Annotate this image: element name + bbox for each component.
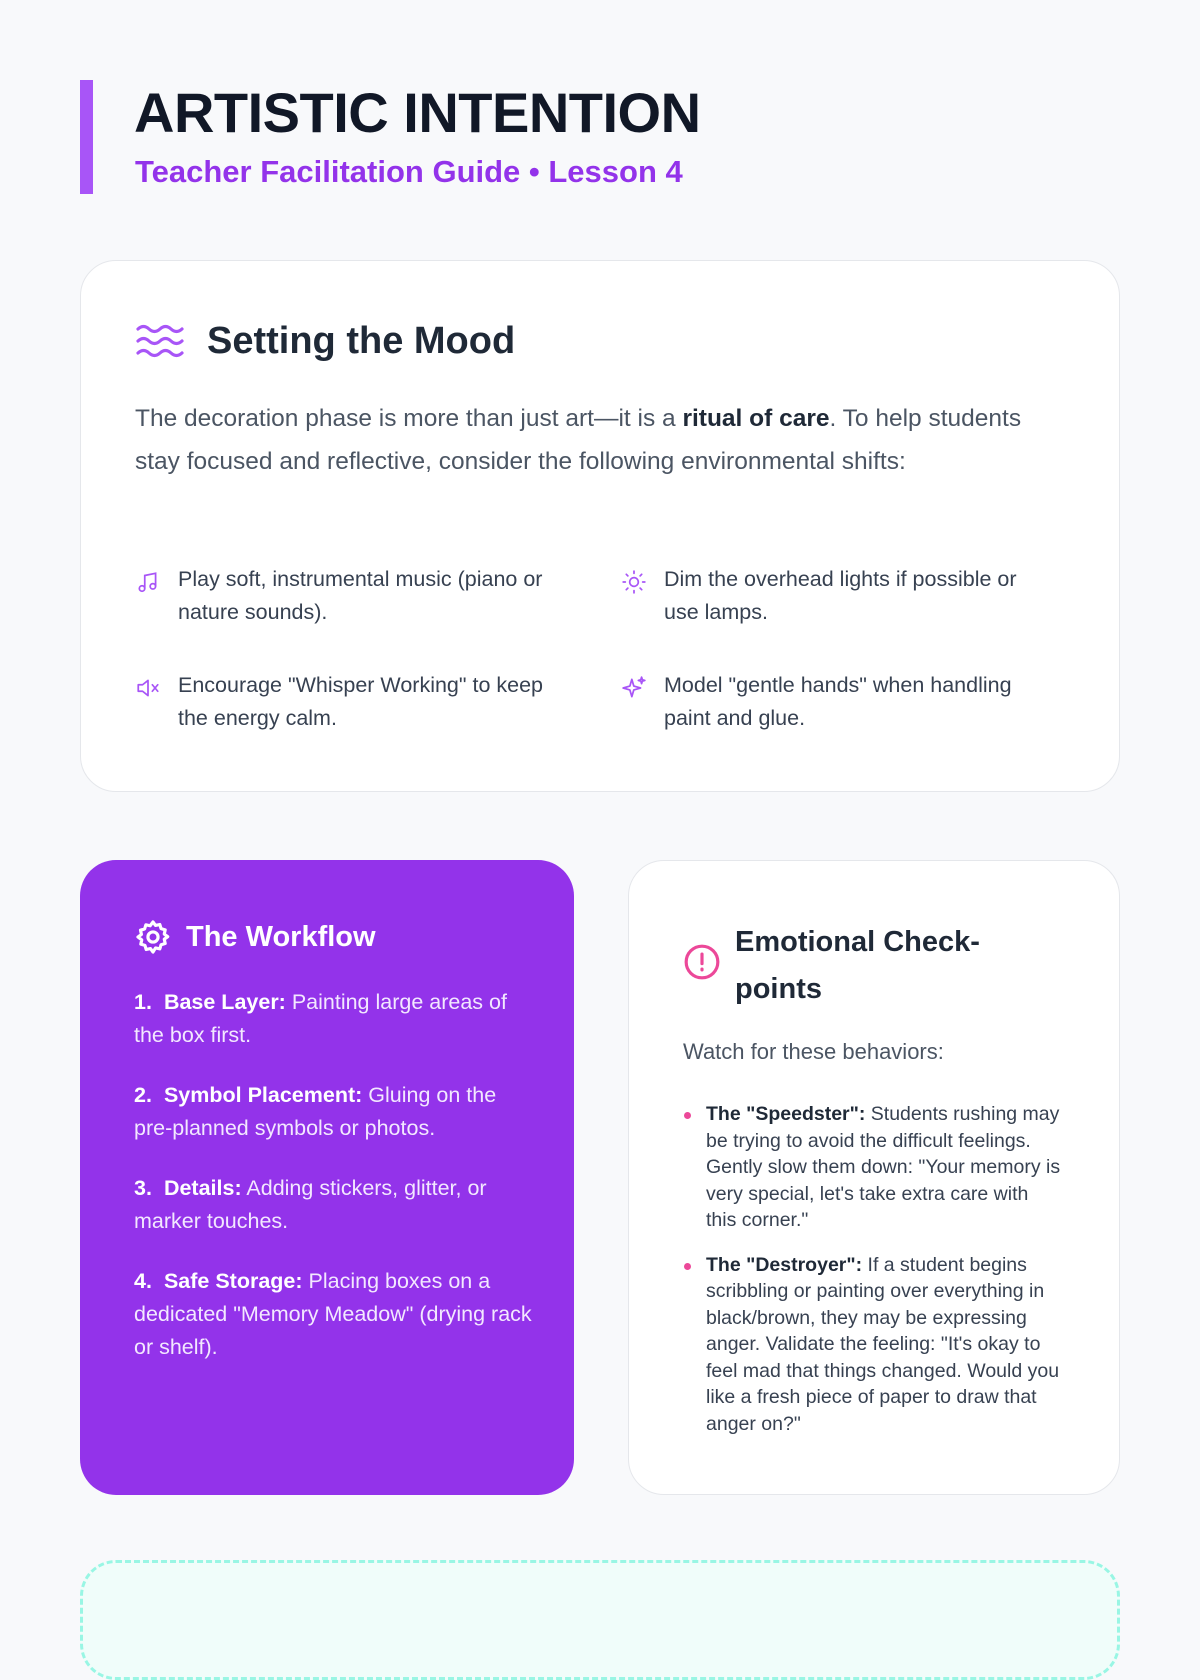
- step-number: 2.: [134, 1083, 152, 1107]
- workflow-steps: [134, 986, 534, 1391]
- page-title: ARTISTIC INTENTION: [134, 81, 701, 144]
- step-label: Details:: [163, 1176, 242, 1200]
- tip-text: Model "gentle hands" when handling paint and glue.: [664, 673, 1012, 730]
- workflow-title: The Workflow: [186, 920, 376, 953]
- page-header: [80, 80, 1120, 194]
- music-note-icon: [135, 569, 161, 595]
- page-subtitle: Teacher Facilitation Guide • Lesson 4: [135, 154, 683, 189]
- list-item: [683, 1252, 1063, 1438]
- emotional-heading: [683, 919, 1043, 1013]
- mood-intro: [135, 397, 1065, 483]
- setting-the-mood-card: [80, 260, 1120, 792]
- step-text: Adding stickers, glitter, or marker touches.: [134, 1176, 487, 1233]
- tip-gentle-hands: [621, 669, 1051, 735]
- sun-icon: [621, 569, 647, 595]
- tip-music: [135, 563, 565, 629]
- alert-circle-icon: [683, 943, 721, 981]
- emotional-title: Emotional Check-points: [735, 926, 980, 1005]
- behavior-text: Students rushing may be trying to avoid the difficult feelings. Gently slow them down: "Your memory is very special, let's take extra care with this corner.": [706, 1103, 1061, 1231]
- workflow-card: [80, 860, 574, 1495]
- step-number: 3.: [134, 1176, 152, 1200]
- behavior-label: The "Speedster":: [706, 1103, 866, 1125]
- list-item: [683, 1101, 1063, 1234]
- mood-intro-text-end: . To help students stay focused and reflective, consider the following environmental shifts:: [135, 405, 1022, 475]
- step-number: 4.: [134, 1269, 152, 1293]
- sparkles-icon: [621, 675, 647, 701]
- step-text: Placing boxes on a dedicated "Memory Meadow" (drying rack or shelf).: [134, 1269, 532, 1359]
- tip-whisper: [135, 669, 565, 735]
- header-accent-bar: [80, 80, 93, 194]
- mood-heading: [135, 311, 515, 371]
- workflow-step: [134, 1079, 534, 1145]
- workflow-heading: [134, 918, 376, 956]
- waves-icon: [135, 321, 187, 361]
- step-label: Base Layer:: [163, 990, 286, 1014]
- mood-intro-emphasis: ritual of care: [682, 405, 830, 432]
- step-text: Painting large areas of the box first.: [134, 990, 507, 1047]
- emotional-intro: Watch for these behaviors:: [683, 1039, 944, 1064]
- tip-lights: [621, 563, 1051, 629]
- step-number: 1.: [134, 990, 152, 1014]
- workflow-step: [134, 986, 534, 1052]
- step-label: Safe Storage:: [163, 1269, 303, 1293]
- mute-speaker-icon: [135, 675, 161, 701]
- mood-intro-text: The decoration phase is more than just art—it is a: [135, 405, 683, 432]
- behavior-text: If a student begins scribbling or painting over everything in black/brown, they may be expressing anger. Validate the feeling: "It's okay to feel mad that things changed. Would you like a fresh piece of paper to draw that anger on?": [706, 1253, 1060, 1435]
- step-label: Symbol Placement:: [163, 1083, 363, 1107]
- tip-text: Dim the overhead lights if possible or use lamps.: [664, 567, 1017, 624]
- workflow-step: [134, 1265, 534, 1364]
- behavior-list: [683, 1101, 1063, 1455]
- gear-icon: [134, 918, 172, 956]
- emotional-checkpoints-card: [628, 860, 1120, 1495]
- step-text: Gluing on the pre-planned symbols or photos.: [134, 1083, 497, 1140]
- tip-text: Encourage "Whisper Working" to keep the energy calm.: [178, 673, 544, 730]
- next-section-box: [80, 1560, 1120, 1680]
- behavior-label: The "Destroyer":: [706, 1253, 863, 1276]
- workflow-step: [134, 1172, 534, 1238]
- mood-title: Setting the Mood: [207, 319, 516, 362]
- tip-text: Play soft, instrumental music (piano or nature sounds).: [178, 567, 543, 624]
